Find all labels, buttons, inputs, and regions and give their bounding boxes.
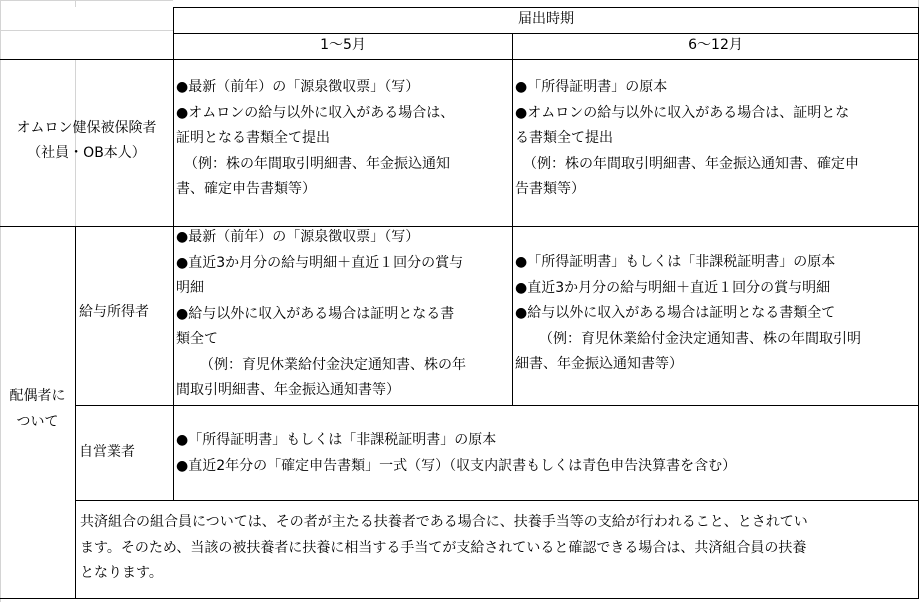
column-header-jan-may: 1～5月	[320, 37, 366, 53]
table-border	[75, 226, 76, 599]
mutual-aid-note	[80, 510, 808, 587]
note-line: 共済組合の組合員については、その者が主たる扶養者である場合に、扶養手当等の支給が行われること、とされてい	[80, 514, 808, 530]
requirement-line: ●最新（前年）の「源泉徴収票」（写）	[176, 229, 420, 245]
requirement-line: （例：育児休業給付金決定通知書、株の年間取引明	[539, 330, 861, 347]
table-border	[75, 405, 918, 406]
requirement-line: ●「所得証明書」もしくは「非課税証明書」の原本	[176, 432, 497, 448]
row-label-spouse: 配偶者に	[9, 388, 66, 404]
salary-jun-dec-requirements	[515, 250, 861, 378]
omron-jan-may-requirements	[176, 75, 454, 203]
requirement-line: ●オムロンの給与以外に収入がある場合は、	[176, 104, 455, 121]
requirement-line: 証明となる書類全て提出	[176, 130, 330, 146]
requirement-line: ●最新（前年）の「源泉徴収票」（写）	[176, 79, 420, 95]
table-border	[0, 598, 918, 599]
gridline	[0, 30, 173, 31]
requirement-line: （例：株の年間取引明細書、年金振込通知書、確定申	[523, 155, 859, 172]
period-title: 届出時期	[518, 11, 574, 27]
requirement-line: （例：株の年間取引明細書、年金振込通知	[184, 155, 450, 172]
self-employed-requirements	[176, 428, 736, 479]
omron-jun-dec-requirements	[515, 75, 859, 203]
requirement-line: （例：育児休業給付金決定通知書、株の年	[200, 356, 466, 373]
note-line: ます。そのため、当該の被扶養者に扶養に相当する手当てが支給されていると確認できる場合は、共済組合員の扶養	[80, 539, 807, 556]
table-border	[512, 33, 513, 406]
requirement-line: 細書、年金振込通知書等）	[515, 356, 683, 372]
requirement-line: 間取引明細書、年金振込通知書等）	[176, 382, 400, 398]
requirement-line: る書類全て提出	[515, 130, 613, 146]
table-border	[918, 7, 919, 599]
requirement-line: 明細	[176, 280, 204, 296]
row-label-omron-insured: オムロン健保被保険者	[16, 120, 157, 136]
requirement-line: ●直近2年分の「確定申告書類」一式（写）（収支内訳書もしくは青色申告決算書を含む）	[176, 457, 737, 474]
requirement-line: ●「所得証明書」もしくは「非課税証明書」の原本	[515, 254, 836, 270]
table-border	[0, 59, 918, 60]
gridline	[918, 0, 919, 7]
requirement-line: ●給与以外に収入がある場合は証明となる書	[176, 305, 455, 322]
table-border	[173, 7, 174, 501]
row-label-salary-earner: 給与所得者	[79, 304, 149, 320]
row-label-self-employed: 自営業者	[79, 444, 135, 460]
requirement-line: ●直近3か月分の給与明細＋直近１回分の賞与明細	[515, 279, 831, 296]
gridline	[75, 0, 76, 7]
table-border	[75, 500, 918, 501]
requirement-line: ●「所得証明書」の原本	[515, 79, 668, 95]
requirement-line: ●給与以外に収入がある場合は証明となる書類全て	[515, 305, 836, 321]
gridline	[0, 0, 173, 1]
salary-jan-may-requirements	[176, 225, 466, 404]
column-header-jun-dec: 6～12月	[688, 37, 743, 53]
requirement-line: 書、確定申告書類等）	[176, 181, 316, 197]
row-label-spouse-cont: ついて	[16, 414, 59, 430]
requirement-line: 類全て	[176, 331, 218, 347]
requirement-line: ●オムロンの給与以外に収入がある場合は、証明とな	[515, 104, 850, 121]
note-line: となります。	[80, 565, 163, 581]
requirement-line: ●直近3か月分の給与明細＋直近１回分の賞与	[176, 254, 464, 271]
requirement-line: 告書類等）	[515, 181, 585, 197]
row-label-omron-insured-note: （社員・OB本人）	[27, 145, 146, 161]
